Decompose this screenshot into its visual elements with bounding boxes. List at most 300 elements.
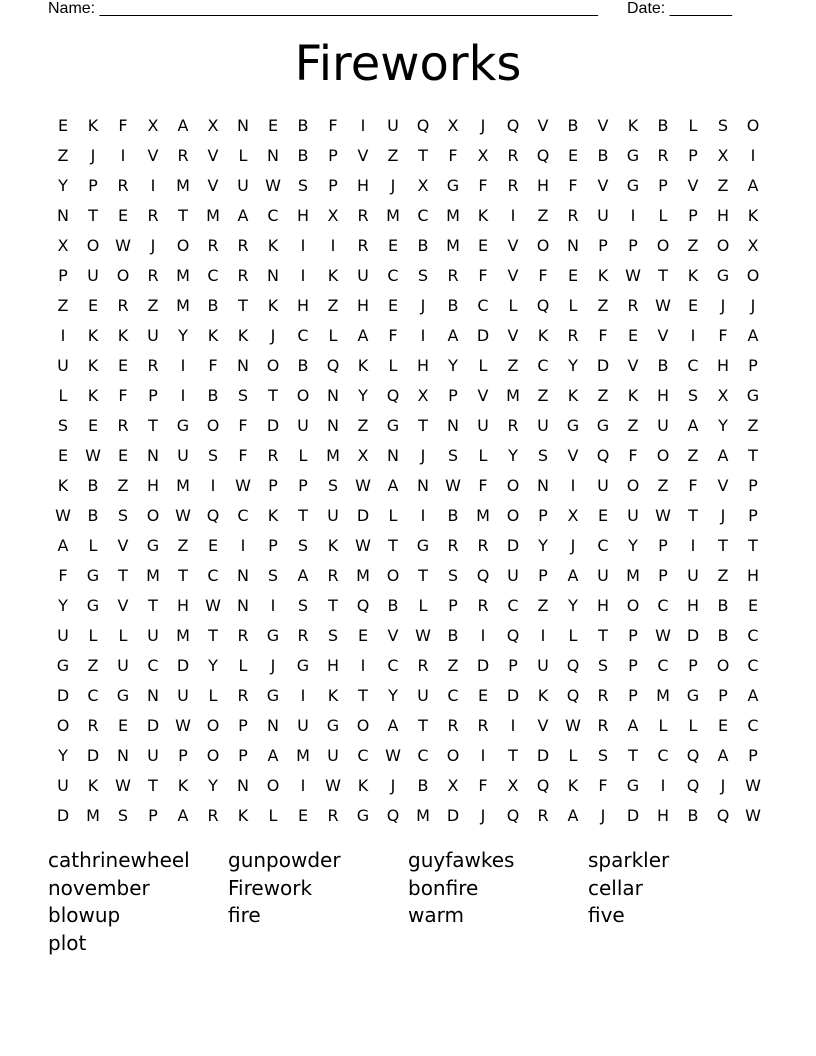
grid-letter[interactable]: T	[748, 536, 758, 555]
grid-letter[interactable]: Q	[566, 656, 580, 675]
grid-letter[interactable]: U	[507, 566, 519, 585]
grid-letter[interactable]: T	[718, 536, 728, 555]
grid-letter[interactable]: H	[746, 566, 760, 585]
grid-letter[interactable]: O	[626, 476, 640, 495]
grid-letter[interactable]: E	[627, 326, 639, 345]
grid-letter[interactable]: W	[115, 776, 131, 795]
grid-letter[interactable]: P	[58, 266, 68, 285]
grid-letter[interactable]: O	[146, 506, 160, 525]
grid-letter[interactable]: L	[88, 536, 98, 555]
grid-letter[interactable]: B	[657, 356, 669, 375]
grid-letter[interactable]: Q	[206, 506, 220, 525]
grid-letter[interactable]: A	[267, 746, 279, 765]
grid-letter[interactable]: O	[506, 476, 520, 495]
grid-letter[interactable]: J	[750, 296, 756, 315]
grid-letter[interactable]: P	[298, 476, 308, 495]
grid-letter[interactable]: I	[180, 356, 186, 375]
grid-letter[interactable]: G	[176, 416, 190, 435]
grid-letter[interactable]: R	[237, 266, 249, 285]
grid-letter[interactable]: J	[390, 776, 396, 795]
grid-letter[interactable]: C	[537, 356, 549, 375]
grid-letter[interactable]: K	[207, 326, 219, 345]
grid-letter[interactable]: N	[447, 416, 459, 435]
grid-letter[interactable]: Z	[717, 176, 729, 195]
grid-letter[interactable]: P	[688, 656, 698, 675]
grid-letter[interactable]: E	[567, 146, 579, 165]
grid-letter[interactable]: V	[537, 116, 549, 135]
grid-letter[interactable]: O	[446, 746, 460, 765]
grid-letter[interactable]: L	[568, 746, 578, 765]
grid-letter[interactable]: P	[148, 806, 158, 825]
grid-letter[interactable]: R	[117, 176, 129, 195]
grid-letter[interactable]: P	[598, 236, 608, 255]
grid-letter[interactable]: U	[297, 716, 309, 735]
grid-letter[interactable]: L	[238, 656, 248, 675]
grid-letter[interactable]: E	[717, 716, 729, 735]
grid-letter[interactable]: E	[117, 206, 129, 225]
grid-letter[interactable]: Y	[718, 416, 728, 435]
grid-letter[interactable]: W	[205, 596, 221, 615]
grid-letter[interactable]: H	[176, 596, 190, 615]
grid-letter[interactable]: P	[658, 566, 668, 585]
grid-letter[interactable]: X	[747, 236, 759, 255]
grid-letter[interactable]: A	[357, 326, 369, 345]
grid-letter[interactable]: M	[206, 206, 220, 225]
grid-letter[interactable]: I	[210, 476, 216, 495]
grid-letter[interactable]: Y	[508, 446, 518, 465]
grid-letter[interactable]: G	[416, 536, 430, 555]
grid-letter[interactable]: I	[360, 116, 366, 135]
grid-letter[interactable]: E	[87, 296, 99, 315]
grid-letter[interactable]: M	[86, 806, 100, 825]
grid-letter[interactable]: G	[386, 416, 400, 435]
grid-letter[interactable]: N	[237, 596, 249, 615]
grid-letter[interactable]: G	[596, 416, 610, 435]
grid-letter[interactable]: U	[627, 506, 639, 525]
grid-letter[interactable]: Z	[687, 236, 699, 255]
grid-letter[interactable]: Q	[716, 806, 730, 825]
grid-letter[interactable]: J	[600, 806, 606, 825]
grid-letter[interactable]: G	[296, 656, 310, 675]
grid-letter[interactable]: L	[118, 626, 128, 645]
grid-letter[interactable]: N	[567, 236, 579, 255]
grid-letter[interactable]: T	[298, 506, 308, 525]
grid-letter[interactable]: B	[417, 776, 429, 795]
grid-letter[interactable]: O	[536, 236, 550, 255]
grid-letter[interactable]: L	[568, 626, 578, 645]
grid-letter[interactable]: X	[147, 116, 159, 135]
grid-letter[interactable]: H	[356, 296, 370, 315]
grid-letter[interactable]: J	[720, 506, 726, 525]
grid-letter[interactable]: B	[717, 596, 729, 615]
grid-letter[interactable]: O	[386, 566, 400, 585]
grid-letter[interactable]: W	[115, 236, 131, 255]
grid-letter[interactable]: E	[597, 506, 609, 525]
grid-letter[interactable]: S	[267, 566, 279, 585]
grid-letter[interactable]: Z	[597, 296, 609, 315]
grid-letter[interactable]: Q	[566, 686, 580, 705]
grid-letter[interactable]: K	[237, 806, 249, 825]
grid-letter[interactable]: Y	[58, 176, 68, 195]
grid-letter[interactable]: A	[717, 746, 729, 765]
grid-letter[interactable]: G	[266, 626, 280, 645]
grid-letter[interactable]: W	[655, 626, 671, 645]
grid-letter[interactable]: C	[207, 266, 219, 285]
grid-letter[interactable]: F	[448, 146, 458, 165]
grid-letter[interactable]: Q	[686, 776, 700, 795]
grid-letter[interactable]: O	[56, 716, 70, 735]
grid-letter[interactable]: L	[658, 716, 668, 735]
grid-letter[interactable]: R	[327, 566, 339, 585]
grid-letter[interactable]: Z	[387, 146, 399, 165]
grid-letter[interactable]: G	[716, 266, 730, 285]
grid-letter[interactable]: U	[327, 746, 339, 765]
grid-letter[interactable]: R	[477, 536, 489, 555]
grid-letter[interactable]: U	[597, 476, 609, 495]
grid-letter[interactable]: O	[86, 236, 100, 255]
grid-letter[interactable]: V	[147, 146, 159, 165]
grid-letter[interactable]: D	[596, 356, 610, 375]
grid-letter[interactable]: B	[417, 236, 429, 255]
grid-letter[interactable]: W	[745, 776, 761, 795]
grid-letter[interactable]: R	[567, 326, 579, 345]
grid-letter[interactable]: O	[206, 716, 220, 735]
grid-letter[interactable]: L	[568, 296, 578, 315]
grid-letter[interactable]: P	[508, 656, 518, 675]
grid-letter[interactable]: B	[87, 476, 99, 495]
grid-letter[interactable]: O	[356, 716, 370, 735]
grid-letter[interactable]: R	[477, 716, 489, 735]
grid-letter[interactable]: H	[716, 356, 730, 375]
grid-letter[interactable]: F	[118, 116, 128, 135]
grid-letter[interactable]: R	[567, 206, 579, 225]
grid-letter[interactable]: V	[657, 326, 669, 345]
grid-letter[interactable]: U	[147, 746, 159, 765]
grid-letter[interactable]: W	[655, 296, 671, 315]
grid-letter[interactable]: I	[570, 476, 576, 495]
grid-letter[interactable]: F	[328, 116, 338, 135]
grid-letter[interactable]: L	[88, 626, 98, 645]
grid-letter[interactable]: O	[506, 506, 520, 525]
grid-letter[interactable]: K	[117, 326, 129, 345]
grid-letter[interactable]: R	[147, 206, 159, 225]
grid-letter[interactable]: U	[357, 266, 369, 285]
grid-letter[interactable]: R	[537, 806, 549, 825]
grid-letter[interactable]: M	[176, 176, 190, 195]
grid-letter[interactable]: P	[238, 746, 248, 765]
grid-letter[interactable]: P	[448, 596, 458, 615]
grid-letter[interactable]: O	[206, 416, 220, 435]
grid-letter[interactable]: E	[357, 626, 369, 645]
grid-letter[interactable]: X	[477, 146, 489, 165]
grid-letter[interactable]: E	[57, 116, 69, 135]
grid-letter[interactable]: U	[537, 416, 549, 435]
grid-letter[interactable]: F	[208, 356, 218, 375]
grid-letter[interactable]: U	[417, 686, 429, 705]
grid-letter[interactable]: P	[718, 686, 728, 705]
grid-letter[interactable]: X	[417, 176, 429, 195]
grid-letter[interactable]: P	[538, 506, 548, 525]
grid-letter[interactable]: Y	[568, 596, 578, 615]
grid-letter[interactable]: K	[537, 686, 549, 705]
grid-letter[interactable]: T	[418, 716, 428, 735]
grid-letter[interactable]: C	[297, 326, 309, 345]
grid-letter[interactable]: E	[477, 236, 489, 255]
grid-letter[interactable]: N	[147, 446, 159, 465]
grid-letter[interactable]: D	[476, 326, 490, 345]
grid-letter[interactable]: P	[748, 746, 758, 765]
grid-letter[interactable]: P	[688, 206, 698, 225]
grid-letter[interactable]: U	[57, 356, 69, 375]
grid-letter[interactable]: G	[146, 536, 160, 555]
grid-letter[interactable]: A	[387, 716, 399, 735]
grid-letter[interactable]: A	[447, 326, 459, 345]
grid-letter[interactable]: K	[87, 116, 99, 135]
grid-letter[interactable]: R	[207, 806, 219, 825]
grid-letter[interactable]: K	[87, 326, 99, 345]
grid-letter[interactable]: A	[567, 806, 579, 825]
grid-letter[interactable]: T	[148, 596, 158, 615]
grid-letter[interactable]: E	[207, 536, 219, 555]
grid-letter[interactable]: T	[178, 206, 188, 225]
grid-letter[interactable]: F	[598, 326, 608, 345]
grid-letter[interactable]: E	[87, 416, 99, 435]
grid-letter[interactable]: T	[688, 506, 698, 525]
grid-letter[interactable]: I	[690, 536, 696, 555]
grid-letter[interactable]: O	[266, 356, 280, 375]
grid-letter[interactable]: O	[656, 446, 670, 465]
grid-letter[interactable]: W	[445, 476, 461, 495]
grid-letter[interactable]: R	[447, 266, 459, 285]
grid-letter[interactable]: V	[387, 626, 399, 645]
grid-letter[interactable]: R	[597, 716, 609, 735]
grid-letter[interactable]: F	[538, 266, 548, 285]
grid-letter[interactable]: K	[57, 476, 69, 495]
grid-letter[interactable]: G	[266, 686, 280, 705]
grid-letter[interactable]: R	[177, 146, 189, 165]
grid-letter[interactable]: G	[626, 176, 640, 195]
grid-letter[interactable]: X	[717, 386, 729, 405]
grid-letter[interactable]: F	[118, 386, 128, 405]
grid-letter[interactable]: R	[657, 146, 669, 165]
grid-letter[interactable]: S	[57, 416, 69, 435]
grid-letter[interactable]: L	[478, 446, 488, 465]
grid-letter[interactable]: N	[387, 446, 399, 465]
grid-letter[interactable]: Z	[717, 566, 729, 585]
grid-letter[interactable]: L	[418, 596, 428, 615]
grid-letter[interactable]: N	[57, 206, 69, 225]
grid-letter[interactable]: R	[507, 146, 519, 165]
grid-letter[interactable]: G	[116, 686, 130, 705]
grid-letter[interactable]: K	[267, 236, 279, 255]
grid-letter[interactable]: E	[267, 116, 279, 135]
grid-letter[interactable]: A	[57, 536, 69, 555]
grid-letter[interactable]: W	[355, 536, 371, 555]
grid-letter[interactable]: X	[567, 506, 579, 525]
grid-letter[interactable]: W	[385, 746, 401, 765]
grid-letter[interactable]: R	[627, 296, 639, 315]
grid-letter[interactable]: F	[568, 176, 578, 195]
grid-letter[interactable]: I	[240, 536, 246, 555]
grid-letter[interactable]: R	[237, 236, 249, 255]
grid-letter[interactable]: V	[357, 146, 369, 165]
grid-letter[interactable]: T	[388, 536, 398, 555]
grid-letter[interactable]: H	[536, 176, 550, 195]
grid-letter[interactable]: Q	[386, 806, 400, 825]
grid-letter[interactable]: C	[657, 746, 669, 765]
grid-letter[interactable]: R	[357, 206, 369, 225]
grid-letter[interactable]: T	[268, 386, 278, 405]
grid-letter[interactable]: R	[237, 686, 249, 705]
grid-letter[interactable]: C	[417, 206, 429, 225]
grid-letter[interactable]: Q	[686, 746, 700, 765]
grid-letter[interactable]: U	[477, 416, 489, 435]
grid-letter[interactable]: K	[357, 776, 369, 795]
grid-letter[interactable]: I	[750, 146, 756, 165]
grid-letter[interactable]: R	[327, 806, 339, 825]
grid-letter[interactable]: T	[748, 446, 758, 465]
grid-letter[interactable]: Z	[357, 416, 369, 435]
grid-letter[interactable]: T	[148, 416, 158, 435]
grid-letter[interactable]: Y	[538, 536, 548, 555]
grid-letter[interactable]: M	[386, 206, 400, 225]
grid-letter[interactable]: H	[686, 596, 700, 615]
grid-letter[interactable]: B	[597, 146, 609, 165]
grid-letter[interactable]: I	[690, 326, 696, 345]
grid-letter[interactable]: A	[627, 716, 639, 735]
grid-letter[interactable]: C	[597, 536, 609, 555]
grid-letter[interactable]: A	[297, 566, 309, 585]
grid-letter[interactable]: X	[447, 776, 459, 795]
grid-letter[interactable]: K	[87, 776, 99, 795]
grid-letter[interactable]: R	[477, 596, 489, 615]
grid-letter[interactable]: B	[87, 506, 99, 525]
grid-letter[interactable]: S	[537, 446, 549, 465]
grid-letter[interactable]: J	[480, 806, 486, 825]
grid-letter[interactable]: P	[178, 746, 188, 765]
grid-letter[interactable]: M	[656, 686, 670, 705]
grid-letter[interactable]: D	[506, 686, 520, 705]
grid-letter[interactable]: F	[238, 446, 248, 465]
grid-letter[interactable]: D	[146, 716, 160, 735]
grid-letter[interactable]: U	[117, 656, 129, 675]
grid-letter[interactable]: P	[88, 176, 98, 195]
grid-letter[interactable]: V	[537, 716, 549, 735]
grid-letter[interactable]: C	[657, 596, 669, 615]
grid-letter[interactable]: P	[658, 176, 668, 195]
grid-letter[interactable]: R	[507, 176, 519, 195]
grid-letter[interactable]: K	[567, 776, 579, 795]
grid-letter[interactable]: T	[658, 266, 668, 285]
grid-letter[interactable]: R	[207, 236, 219, 255]
grid-letter[interactable]: W	[175, 506, 191, 525]
grid-letter[interactable]: D	[86, 746, 100, 765]
grid-letter[interactable]: X	[717, 146, 729, 165]
grid-letter[interactable]: S	[447, 446, 459, 465]
grid-letter[interactable]: H	[716, 206, 730, 225]
grid-letter[interactable]: S	[297, 176, 309, 195]
grid-letter[interactable]: P	[628, 236, 638, 255]
grid-letter[interactable]: L	[658, 206, 668, 225]
grid-letter[interactable]: F	[478, 776, 488, 795]
grid-letter[interactable]: N	[327, 386, 339, 405]
grid-letter[interactable]: K	[267, 296, 279, 315]
grid-letter[interactable]: K	[627, 386, 639, 405]
grid-letter[interactable]: W	[655, 506, 671, 525]
grid-letter[interactable]: E	[387, 236, 399, 255]
grid-letter[interactable]: V	[507, 236, 519, 255]
grid-letter[interactable]: P	[748, 506, 758, 525]
grid-letter[interactable]: W	[175, 716, 191, 735]
grid-letter[interactable]: Z	[117, 476, 129, 495]
grid-letter[interactable]: L	[688, 116, 698, 135]
grid-letter[interactable]: U	[57, 626, 69, 645]
grid-letter[interactable]: F	[388, 326, 398, 345]
grid-letter[interactable]: T	[238, 296, 248, 315]
grid-letter[interactable]: S	[717, 116, 729, 135]
grid-letter[interactable]: O	[716, 236, 730, 255]
grid-letter[interactable]: J	[720, 296, 726, 315]
grid-letter[interactable]: P	[688, 146, 698, 165]
grid-letter[interactable]: G	[626, 146, 640, 165]
grid-letter[interactable]: J	[150, 236, 156, 255]
grid-letter[interactable]: M	[416, 806, 430, 825]
grid-letter[interactable]: T	[508, 746, 518, 765]
grid-letter[interactable]: W	[55, 506, 71, 525]
grid-letter[interactable]: Y	[568, 356, 578, 375]
grid-letter[interactable]: C	[387, 656, 399, 675]
grid-letter[interactable]: B	[207, 386, 219, 405]
grid-letter[interactable]: I	[420, 326, 426, 345]
grid-letter[interactable]: B	[297, 356, 309, 375]
grid-letter[interactable]: V	[717, 476, 729, 495]
grid-letter[interactable]: K	[747, 206, 759, 225]
grid-letter[interactable]: V	[117, 536, 129, 555]
grid-letter[interactable]: P	[628, 626, 638, 645]
grid-letter[interactable]: I	[480, 746, 486, 765]
grid-letter[interactable]: R	[267, 446, 279, 465]
grid-letter[interactable]: Z	[177, 536, 189, 555]
grid-letter[interactable]: X	[327, 206, 339, 225]
grid-letter[interactable]: C	[207, 566, 219, 585]
grid-letter[interactable]: M	[296, 746, 310, 765]
grid-letter[interactable]: Q	[356, 596, 370, 615]
grid-letter[interactable]: F	[718, 326, 728, 345]
grid-letter[interactable]: B	[387, 596, 399, 615]
grid-letter[interactable]: E	[687, 296, 699, 315]
grid-letter[interactable]: U	[597, 206, 609, 225]
grid-letter[interactable]: P	[538, 566, 548, 585]
grid-letter[interactable]: T	[148, 776, 158, 795]
grid-letter[interactable]: R	[357, 236, 369, 255]
grid-letter[interactable]: B	[567, 116, 579, 135]
grid-letter[interactable]: V	[687, 176, 699, 195]
grid-letter[interactable]: D	[686, 626, 700, 645]
grid-letter[interactable]: J	[720, 776, 726, 795]
grid-letter[interactable]: Q	[386, 386, 400, 405]
grid-letter[interactable]: S	[117, 806, 129, 825]
grid-letter[interactable]: X	[57, 236, 69, 255]
grid-letter[interactable]: G	[86, 596, 100, 615]
grid-letter[interactable]: A	[747, 326, 759, 345]
grid-letter[interactable]: O	[746, 266, 760, 285]
grid-letter[interactable]: K	[267, 506, 279, 525]
grid-letter[interactable]: K	[627, 116, 639, 135]
grid-letter[interactable]: M	[176, 296, 190, 315]
grid-letter[interactable]: R	[117, 416, 129, 435]
grid-letter[interactable]: P	[268, 476, 278, 495]
grid-letter[interactable]: F	[238, 416, 248, 435]
